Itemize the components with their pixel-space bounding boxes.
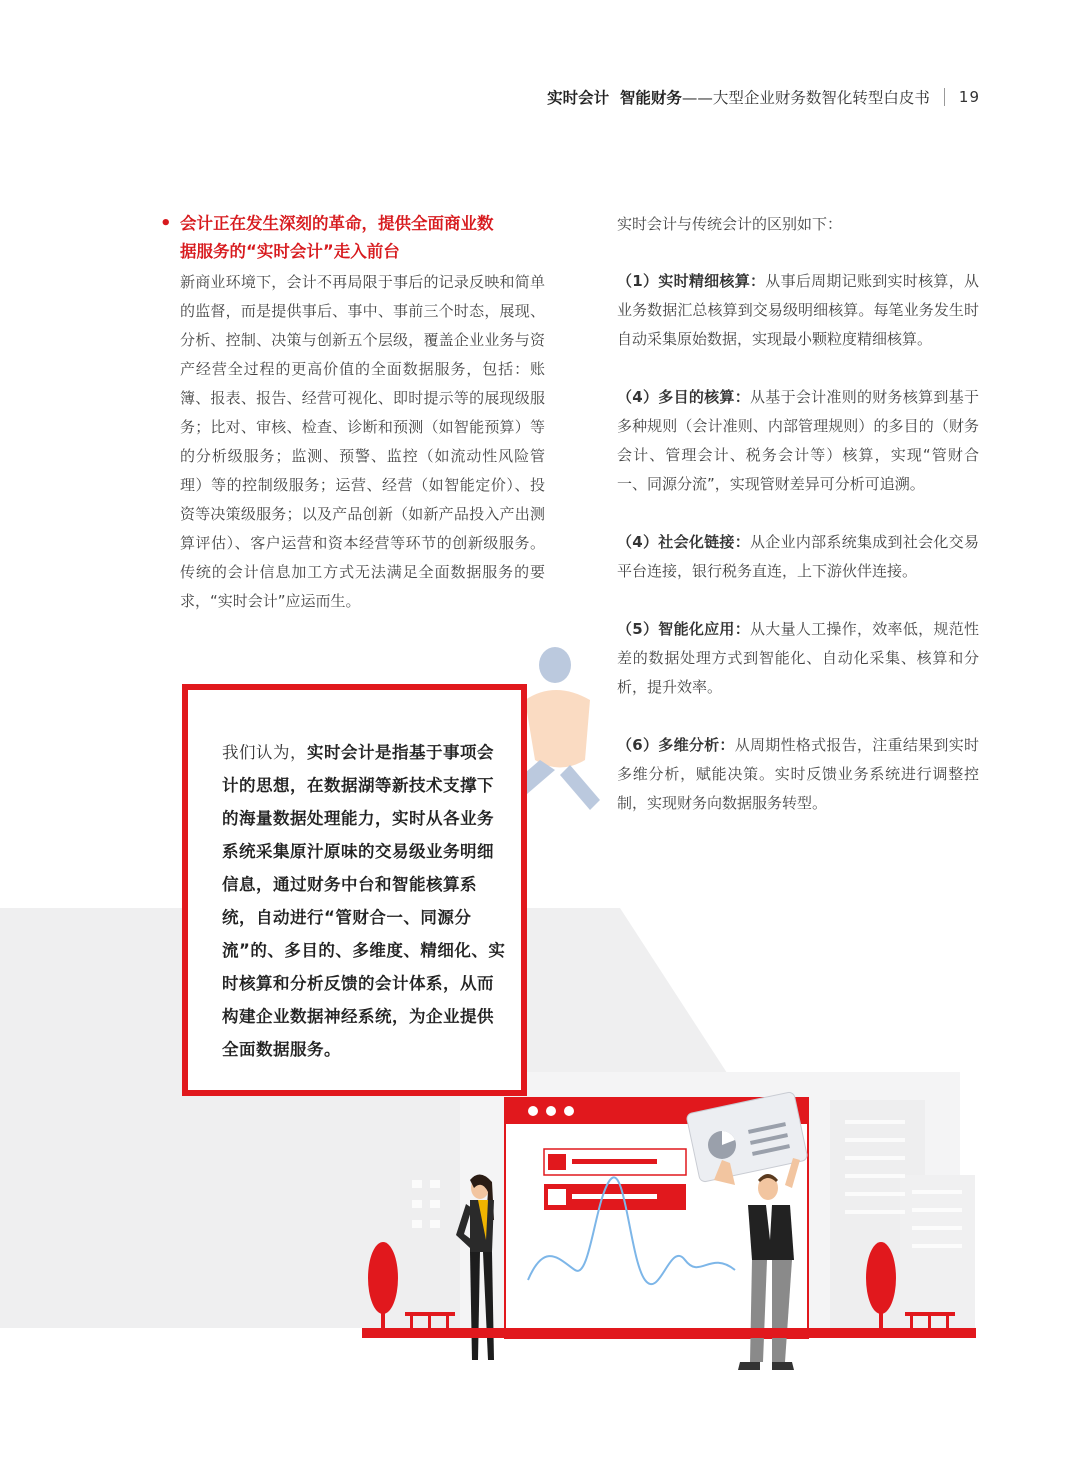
feature-text: 从企业内部系统集成到社会化交易平台连接，银行税务直连，上下游伙伴连接。 [617, 533, 979, 580]
section-heading [160, 210, 545, 266]
feature-text: 从周期性格式报告，注重结果到实时多维分析，赋能决策。实时反馈业务系统进行调整控制，实现财务向数据服务转型。 [617, 736, 979, 812]
callout-emphasis: 实时会计是指基于事项会计的思想，在数据湖等新技术支撑下的海量数据处理能力，实时从各业务系统采集原汁原味的交易级业务明细信息，通过财务中台和智能核算系统，自动进行“管财合一、同源分流”的、多目的、多维度、精细化、实时核算和分析反馈的会计体系，从而构建企业数据神经系统，为企业提供全面数据服务。 [222, 743, 506, 1059]
feature-text: 从大量人工操作，效率低，规范性差的数据处理方式到智能化、自动化采集、核算和分析，提升效率。 [617, 620, 979, 696]
feature-title: （4）社会化链接： [617, 533, 750, 551]
pie-chart-icon [708, 1131, 736, 1159]
feature-title: （4）多目的核算： [617, 388, 750, 406]
feature-item [617, 528, 979, 586]
feature-title: （5）智能化应用： [617, 620, 750, 638]
feature-text: 从事后周期记账到实时核算，从业务数据汇总核算到交易级明细核算。每笔业务发生时自动采集原始数据，实现最小颗粒度精细核算。 [617, 272, 979, 348]
page-header [480, 84, 980, 110]
feature-item [617, 383, 979, 499]
feature-title: （6）多维分析： [617, 736, 735, 754]
bullet-dot-icon: • [160, 213, 172, 234]
browser-dots-icon [528, 1106, 574, 1116]
header-title-bold: 实时会计 智能财务 [547, 89, 682, 107]
feature-title: （1）实时精细核算： [617, 272, 766, 290]
callout-text [222, 736, 507, 1066]
page-number: 19 [958, 88, 980, 106]
section-body: 新商业环境下，会计不再局限于事后的记录反映和简单的监督，而是提供事后、事中、事前三个时态，展现、分析、控制、决策与创新五个层级，覆盖企业业务与资产经营全过程的更高价值的全面数据服务，包括：账簿、报表、报告、经营可视化、即时提示等的展现级服务；比对、审核、检查、诊断和预测（如智能预算）等的分析级服务；监测、预警、监控（如流动性风险管理）等的控制级服务；运营、经营（如智能定价）、投资等决策级服务；以及产品创新（如新产品投入产出测算评估）、客户运营和资本经营等环节的创新级服务。传统的会计信息加工方式无法满足全面数据服务的要求，“实时会计”应运而生。 [180, 273, 545, 610]
header-separator [944, 88, 945, 106]
feature-item [617, 731, 979, 818]
callout-lead: 我们认为， [222, 743, 307, 762]
ground-line [362, 1328, 976, 1338]
feature-item [617, 267, 979, 354]
feature-text: 从基于会计准则的财务核算到基于多种规则（会计准则、内部管理规则）的多目的（财务会计、管理会计、税务会计等）核算，实现“管财合一、同源分流”，实现管财差异可分析可追溯。 [617, 388, 979, 493]
definition-callout [182, 684, 527, 1096]
feature-item [617, 615, 979, 702]
header-title-rest: ——大型企业财务数智化转型白皮书 [681, 89, 930, 107]
heading-line-1: 会计正在发生深刻的革命，提供全面商业数 [180, 214, 494, 233]
right-column [617, 210, 979, 847]
heading-line-2: 据服务的“实时会计”走入前台 [180, 242, 400, 261]
differences-intro: 实时会计与传统会计的区别如下： [617, 215, 843, 233]
left-column [160, 210, 545, 616]
